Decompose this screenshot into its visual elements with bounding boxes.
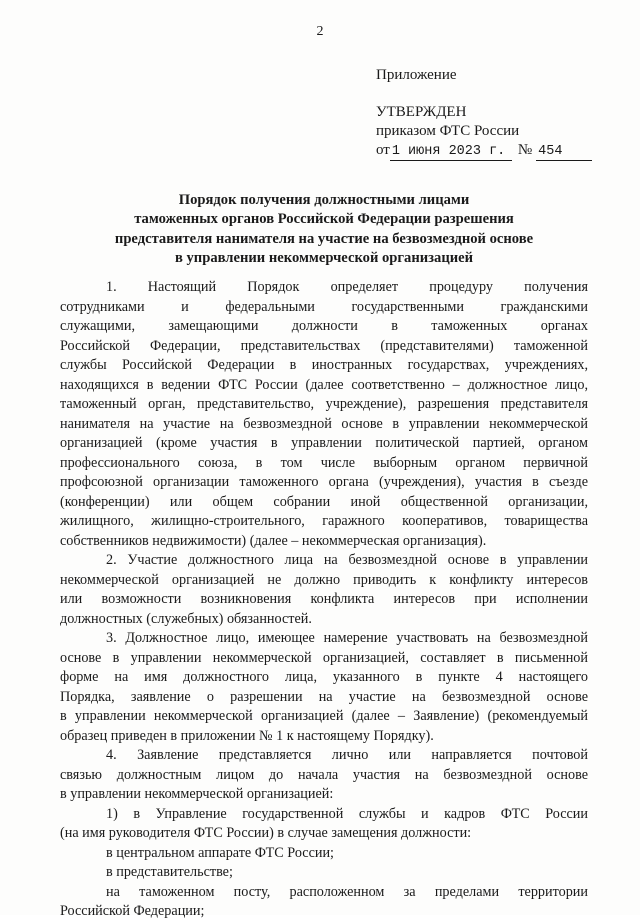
title-line: Порядок получения должностными лицами: [178, 192, 470, 208]
body-line: в управлении некоммерческой организацией (далее – Заявление) (рекомендуемый: [60, 708, 588, 724]
body-line: в представительстве;: [106, 864, 233, 880]
title-line: представителя нанимателя на участие на безвозмездной основе: [114, 230, 534, 247]
approval-block: [376, 66, 616, 161]
appendix-label: Приложение: [376, 67, 457, 83]
body-line: в центральном аппарате ФТС России;: [106, 844, 335, 861]
order-date: 1 июня 2023 г.: [390, 144, 512, 161]
body-line: находящихся в ведении ФТС России (далее соответственно – должностное лицо,: [60, 376, 588, 393]
body-line: связью должностным лицом до начала участия на безвозмездной основе: [60, 766, 588, 783]
page-number: 2: [316, 24, 324, 39]
body-line: (конференции) или общем собрании иной общественной организации,: [60, 493, 588, 510]
body-line: Российской Федерации;: [60, 903, 205, 919]
document-body: [60, 278, 588, 922]
body-line: 1. Настоящий Порядок определяет процедуру получения: [106, 279, 588, 295]
body-line: основе в управлении некоммерческой организацией, составляет в письменной: [60, 649, 588, 666]
body-line: некоммерческой организацией не должно приводить к конфликту интересов: [60, 571, 588, 588]
body-line: нанимателя на участие на безвозмездной основе в управлении некоммерческой: [60, 415, 588, 432]
body-line: в управлении некоммерческой организацией:: [60, 786, 334, 802]
body-line: 1) в Управление государственной службы и кадров ФТС России: [106, 805, 588, 822]
body-line: служащими, замещающими должности в таможенных органах: [60, 318, 588, 334]
body-line: 2. Участие должностного лица на безвозмездной основе в управлении: [106, 552, 588, 568]
approved-label: УТВЕРЖДЕН: [376, 104, 467, 120]
body-line: на таможенном посту, расположенном за пределами территории: [106, 883, 588, 900]
by-order-label: приказом ФТС России: [376, 123, 520, 139]
body-line: профсоюзной организации таможенного органа (учреждения), участия в съезде: [60, 474, 588, 490]
number-sign: №: [517, 142, 533, 158]
body-line: сотрудниками и федеральными государственными гражданскими: [60, 298, 588, 315]
title-line: таможенных органов Российской Федерации разрешения: [134, 211, 514, 228]
body-line: жилищного, жилищно-строительного, гаражного кооперативов, товарищества: [60, 513, 588, 529]
body-line: образец приведен в приложении № 1 к настоящему Порядку).: [60, 727, 434, 744]
body-line: форме на имя должностного лица, указанного в пункте 4 настоящего: [60, 669, 588, 685]
body-line: (на имя руководителя ФТС России) в случае замещения должности:: [60, 825, 472, 841]
body-line: профессионального союза, в том числе выборным органом первичной: [60, 454, 588, 471]
order-date-number-line: [376, 141, 616, 161]
title-line: в управлении некоммерческой организацией: [174, 250, 474, 267]
body-line: должностных (служебных) обязанностей.: [60, 610, 312, 627]
body-line: 4. Заявление представляется лично или направляется почтовой: [106, 747, 588, 763]
body-line: организацией (кроме участия в управлении политической партией, органом: [60, 435, 588, 451]
body-line: службы Российской Федерации в иностранных государствах, учреждениях,: [60, 357, 588, 373]
order-number: 454: [536, 144, 592, 161]
body-line: или возможности возникновения конфликта интересов при исполнении: [60, 591, 588, 607]
document-title: [60, 191, 588, 269]
body-line: Порядка, заявление о разрешении на участие на безвозмездной основе: [60, 688, 588, 705]
from-label: от: [376, 142, 390, 158]
body-line: собственников недвижимости) (далее – некоммерческая организация).: [60, 532, 487, 549]
body-line: 3. Должностное лицо, имеющее намерение участвовать на безвозмездной: [106, 630, 588, 646]
body-line: таможенный орган, представительство, учреждение), разрешения представителя: [60, 396, 588, 412]
body-line: Российской Федерации, представительствах (представителями) таможенной: [60, 337, 588, 354]
